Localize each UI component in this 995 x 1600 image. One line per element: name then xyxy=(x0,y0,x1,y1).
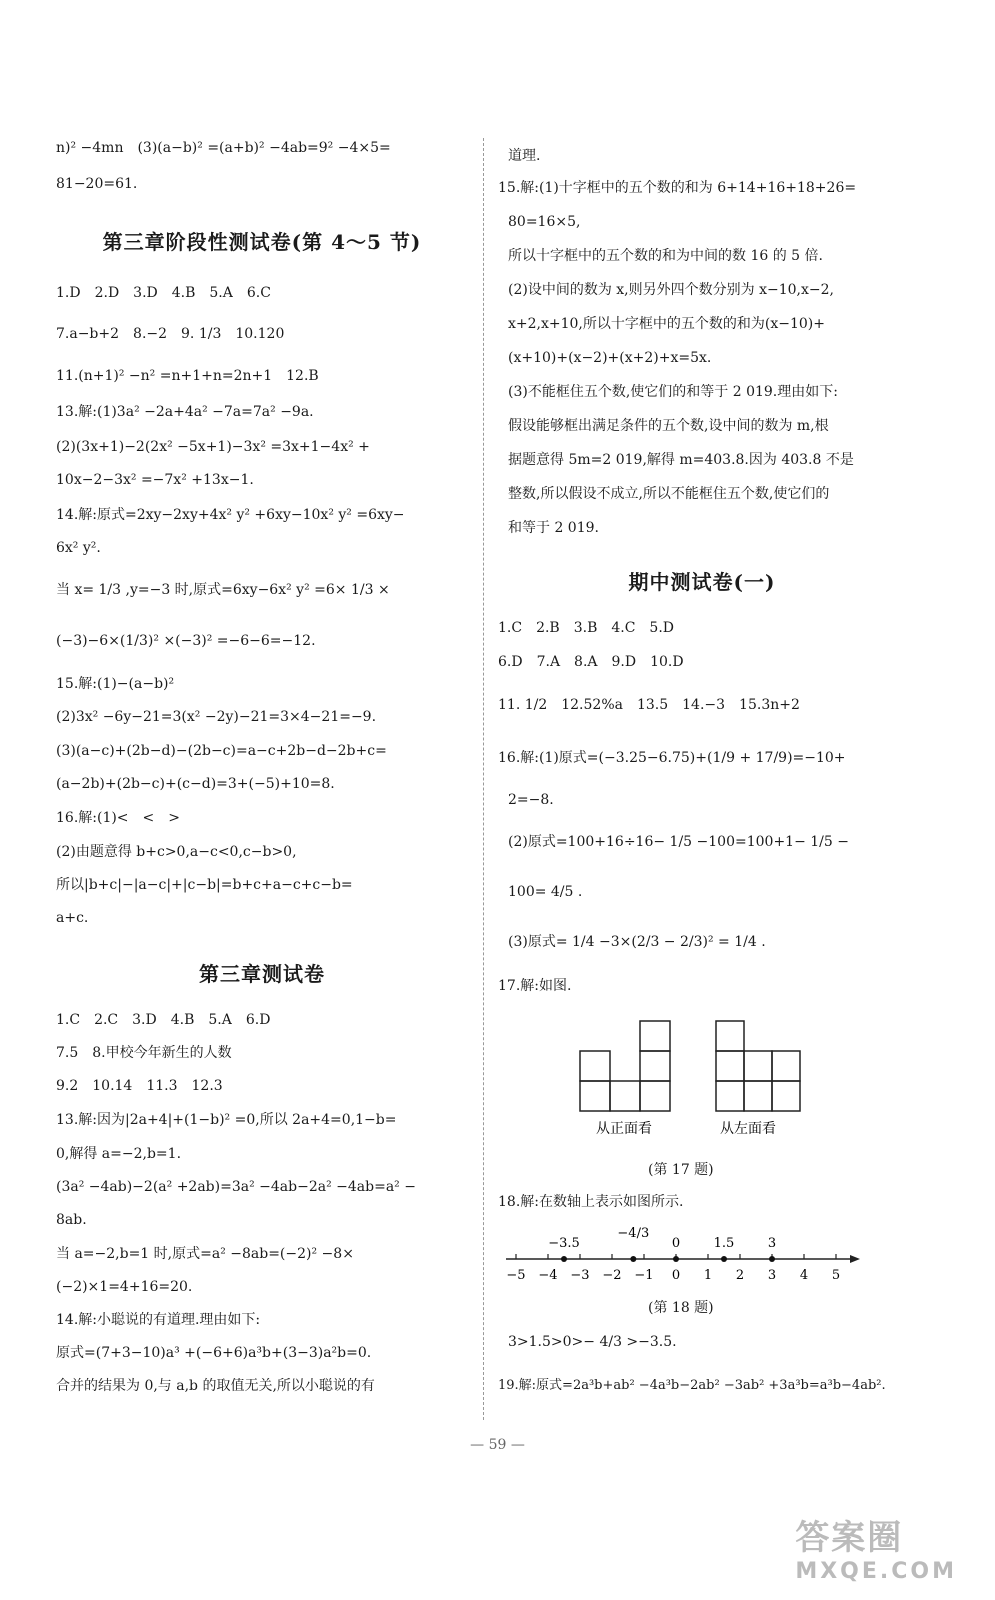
text-line: 3>1.5>0>− 4/3 >−3.5. xyxy=(508,1334,677,1350)
tick-label: −2 xyxy=(602,1268,622,1283)
text-line: 6x² y². xyxy=(56,540,101,556)
front-view-grid xyxy=(580,1021,670,1111)
text-line: 14.解:原式=2xy−2xy+4x² y² +6xy−10x² y² =6xy− xyxy=(56,507,405,523)
text-line: 假设能够框出满足条件的五个数,设中间的数为 m,根 xyxy=(508,418,829,434)
text-line: (a−2b)+(2b−c)+(c−d)=3+(−5)+10=8. xyxy=(56,776,335,792)
text-line: (2)(3x+1)−2(2x² −5x+1)−3x² =3x+1−4x² + xyxy=(56,439,370,455)
figure-17 xyxy=(568,1013,828,1138)
page-number: — 59 — xyxy=(470,1437,525,1453)
front-view-label: 从正面看 xyxy=(596,1121,652,1137)
tick-label: 4 xyxy=(799,1268,809,1283)
text-line: 18.解:在数轴上表示如图所示. xyxy=(498,1194,684,1210)
text-line: n)² −4mn (3)(a−b)² =(a+b)² −4ab=9² −4×5= xyxy=(56,140,391,156)
watermark-logo xyxy=(795,1510,957,1584)
text-line: 100= 4/5 . xyxy=(508,884,583,900)
text-line: 1.D 2.D 3.D 4.B 5.A 6.C xyxy=(56,285,271,301)
tick-label: 1 xyxy=(703,1268,713,1283)
text-line: (2)由题意得 b+c>0,a−c<0,c−b>0, xyxy=(56,844,297,860)
text-line: 15.解:(1)−(a−b)² xyxy=(56,676,175,692)
text-line: 19.解:原式=2a³b+ab² −4a³b−2ab² −3ab² +3a³b=a³b−4ab². xyxy=(498,1378,886,1393)
text-line: 80=16×5, xyxy=(508,214,581,230)
text-line: 16.解:(1)< < > xyxy=(56,810,181,826)
tick-label: 3 xyxy=(767,1268,777,1283)
left-view-grid xyxy=(716,1021,800,1111)
text-line: (3)不能框住五个数,使它们的和等于 2 019.理由如下: xyxy=(508,384,838,400)
text-line: 7.5 8.甲校今年新生的人数 xyxy=(56,1045,232,1061)
text-line: 整数,所以假设不成立,所以不能框住五个数,使它们的 xyxy=(508,486,830,502)
text-line: 1.C 2.B 3.B 4.C 5.D xyxy=(498,620,675,636)
text-line: 13.解:因为|2a+4|+(1−b)² =0,所以 2a+4=0,1−b= xyxy=(56,1112,397,1128)
text-line: 2=−8. xyxy=(508,792,554,808)
text-line: (−3)−6×(1/3)² ×(−3)² =−6−6=−12. xyxy=(56,633,316,649)
text-line: 8ab. xyxy=(56,1212,87,1228)
point-marker xyxy=(673,1256,679,1262)
text-line: 合并的结果为 0,与 a,b 的取值无关,所以小聪说的有 xyxy=(56,1378,375,1394)
axis-points xyxy=(548,1226,776,1262)
point-label: −4/3 xyxy=(617,1226,650,1241)
tick-label: −4 xyxy=(538,1268,558,1283)
text-line: (2)设中间的数为 x,则另外四个数分别为 x−10,x−2, xyxy=(508,282,834,298)
text-line: (2)3x² −6y−21=3(x² −2y)−21=3×4−21=−9. xyxy=(56,709,377,725)
text-line: 11.(n+1)² −n² =n+1+n=2n+1 12.B xyxy=(56,368,319,384)
text-line: (−2)×1=4+16=20. xyxy=(56,1279,193,1295)
text-line: 当 a=−2,b=1 时,原式=a² −8ab=(−2)² −8× xyxy=(56,1246,354,1262)
left-view-label: 从左面看 xyxy=(720,1121,776,1137)
tick-label: 2 xyxy=(735,1268,745,1283)
tick-label: 5 xyxy=(831,1268,841,1283)
text-line: x+2,x+10,所以十字框中的五个数的和为(x−10)+ xyxy=(508,316,825,332)
text-line: (3)原式= 1/4 −3×(2/3 − 2/3)² = 1/4 . xyxy=(508,934,766,950)
point-label: 1.5 xyxy=(713,1236,735,1251)
text-line: (2)原式=100+16÷16− 1/5 −100=100+1− 1/5 − xyxy=(508,834,849,850)
figure-caption: (第 17 题) xyxy=(648,1162,714,1178)
watermark-line: 答案圈 xyxy=(795,1518,904,1558)
text-line: (3a² −4ab)−2(a² +2ab)=3a² −4ab−2a² −4ab=a² − xyxy=(56,1179,416,1195)
tick-label: 0 xyxy=(671,1268,681,1283)
text-line: 16.解:(1)原式=(−3.25−6.75)+(1/9 + 17/9)=−10+ xyxy=(498,750,846,766)
section-heading: 第三章阶段性测试卷(第 4～5 节) xyxy=(102,230,422,254)
arrow-icon xyxy=(850,1255,860,1263)
watermark-url: MXQE.COM xyxy=(795,1559,957,1584)
section-heading: 第三章测试卷 xyxy=(199,962,325,986)
text-line: a+c. xyxy=(56,910,89,926)
tick-label: −1 xyxy=(634,1268,654,1283)
text-line: 9.2 10.14 11.3 12.3 xyxy=(56,1078,223,1094)
text-line: 和等于 2 019. xyxy=(508,520,599,536)
text-line: 10x−2−3x² =−7x² +13x−1. xyxy=(56,472,254,488)
text-line: 11. 1/2 12.52%a 13.5 14.−3 15.3n+2 xyxy=(498,697,800,713)
column-divider xyxy=(483,138,484,1420)
text-line: (3)(a−c)+(2b−d)−(2b−c)=a−c+2b−d−2b+c= xyxy=(56,743,387,759)
text-line: 1.C 2.C 3.D 4.B 5.A 6.D xyxy=(56,1012,271,1028)
point-label: 0 xyxy=(671,1236,681,1251)
point-label: 3 xyxy=(767,1236,777,1251)
text-line: 6.D 7.A 8.A 9.D 10.D xyxy=(498,654,684,670)
text-line: (x+10)+(x−2)+(x+2)+x=5x. xyxy=(508,350,712,366)
text-line: 17.解:如图. xyxy=(498,978,572,994)
tick-label: −3 xyxy=(570,1268,590,1283)
section-heading: 期中测试卷(一) xyxy=(628,570,776,594)
tick-label: −5 xyxy=(506,1268,526,1283)
text-line: 所以十字框中的五个数的和为中间的数 16 的 5 倍. xyxy=(508,248,823,264)
text-line: 7.a−b+2 8.−2 9. 1/3 10.120 xyxy=(56,326,285,342)
figure-18-number-line xyxy=(498,1223,868,1303)
text-line: 原式=(7+3−10)a³ +(−6+6)a³b+(3−3)a²b=0. xyxy=(56,1345,372,1361)
point-marker xyxy=(769,1256,775,1262)
point-marker xyxy=(721,1256,727,1262)
point-label: −3.5 xyxy=(548,1236,580,1251)
text-line: 81−20=61. xyxy=(56,176,138,192)
text-line: 13.解:(1)3a² −2a+4a² −7a=7a² −9a. xyxy=(56,404,314,420)
text-line: 0,解得 a=−2,b=1. xyxy=(56,1146,182,1162)
figure-caption: (第 18 题) xyxy=(648,1300,714,1316)
text-line: 据题意得 5m=2 019,解得 m=403.8.因为 403.8 不是 xyxy=(508,452,854,468)
text-line: 道理. xyxy=(508,148,541,164)
text-line: 所以|b+c|−|a−c|+|c−b|=b+c+a−c+c−b= xyxy=(56,877,353,893)
text-line: 14.解:小聪说的有道理.理由如下: xyxy=(56,1312,261,1328)
text-line: 15.解:(1)十字框中的五个数的和为 6+14+16+18+26= xyxy=(498,180,857,196)
text-line: 当 x= 1/3 ,y=−3 时,原式=6xy−6x² y² =6× 1/3 × xyxy=(56,582,390,598)
point-marker xyxy=(630,1256,636,1262)
point-marker xyxy=(561,1256,567,1262)
